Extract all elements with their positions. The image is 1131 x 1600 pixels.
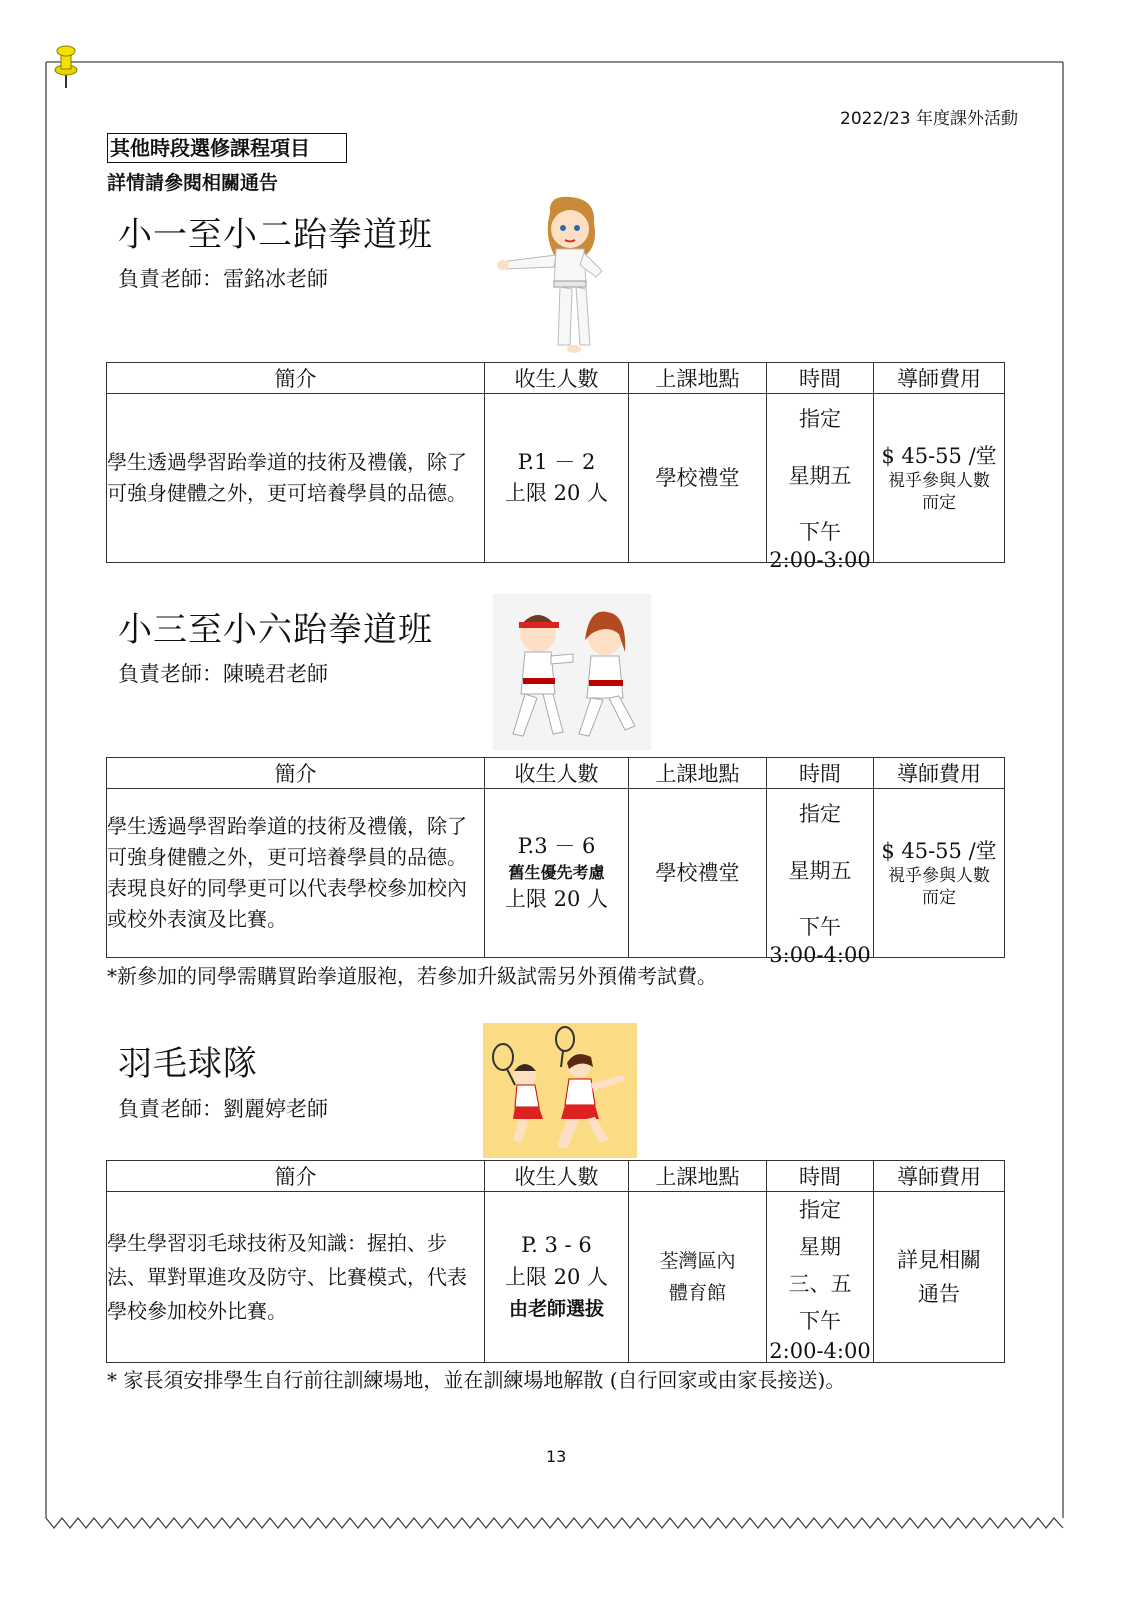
quota: 上限 20 人 [504,481,609,505]
section-title: 其他時段選修課程項目 [107,133,347,163]
grade: P.1 － 2 [517,450,596,474]
header-enrolment: 收生人數 [485,1161,629,1192]
header-fee: 導師費用 [874,1161,1005,1192]
section-subtitle: 詳情請參閱相關通告 [107,172,279,194]
course-note: * 家長須安排學生自行前往訓練場地，並在訓練場地解散 (自行回家或由家長接送)。 [107,1368,846,1392]
fee-line: 詳見相關 [897,1248,981,1272]
quota: 上限 20 人 [504,1265,609,1289]
time-line: 三、五 [788,1272,852,1296]
header-fee: 導師費用 [874,758,1005,789]
course-teacher: 負責老師：雷銘冰老師 [118,267,328,291]
header-intro: 簡介 [107,363,485,394]
course-table [106,362,1005,572]
course-note: *新參加的同學需購買跆拳道服袍，若參加升級試需另外預備考試費。 [107,964,717,988]
time-line: 指定 [799,1198,841,1222]
pushpin-icon [55,46,77,88]
fee-note: 而定 [922,492,956,513]
fee-note: 而定 [922,887,956,908]
intro-cell: 學生透過學習跆拳道的技術及禮儀，除了可強身健體之外，更可培養學員的品德。表現良好的同學更可以代表學校參加校內或校外表演及比賽。 [107,789,485,958]
header-enrolment: 收生人數 [485,363,629,394]
time-line: 星期 [799,1235,841,1259]
priority-note: 舊生優先考慮 [508,863,605,882]
course-table [106,757,1005,967]
course-title: 小三至小六跆拳道班 [118,610,433,650]
taekwondo-girl-illustration [490,195,620,357]
header-venue: 上課地點 [629,1161,767,1192]
time-line: 下午 [798,915,841,939]
fee-note: 視乎參與人數 [888,865,990,886]
quota: 上限 20 人 [504,887,609,911]
time-line: 指定 [799,407,841,431]
taekwondo-kids-illustration [493,594,651,750]
fee-note: 視乎參與人數 [888,470,990,491]
grade: P. 3 - 6 [521,1233,592,1257]
header-fee: 導師費用 [874,363,1005,394]
grade: P.3 － 6 [517,834,596,858]
selection-note: 由老師選拔 [508,1298,604,1320]
course-teacher: 負責老師：劉麗婷老師 [118,1097,328,1121]
year-label: 2022/23 年度課外活動 [840,109,1019,129]
time-line: 星期五 [788,463,852,488]
header-time: 時間 [767,363,874,394]
venue: 學校禮堂 [629,789,767,958]
venue-line: 體育館 [668,1282,726,1304]
venue-line: 荃灣區內 [659,1250,736,1272]
time-line: 下午 [799,1309,841,1333]
course-table [106,1160,1005,1363]
header-venue: 上課地點 [629,758,767,789]
page-number: 13 [546,1447,567,1466]
time-line: 2:00-4:00 [769,1339,871,1363]
fee: $ 45-55 /堂 [881,443,997,468]
time-line: 3:00-4:00 [769,943,871,967]
header-enrolment: 收生人數 [485,758,629,789]
time-line: 下午 [798,520,841,544]
intro-cell: 學生學習羽毛球技術及知識：握拍、步法、單對單進攻及防守、比賽模式，代表學校參加校外比賽。 [107,1192,485,1363]
header-time: 時間 [767,1161,874,1192]
badminton-illustration [483,1023,637,1158]
time-line: 星期五 [788,858,852,883]
header-venue: 上課地點 [629,363,767,394]
time-line: 指定 [799,802,841,826]
header-intro: 簡介 [107,1161,485,1192]
venue: 學校禮堂 [629,394,767,563]
header-time: 時間 [767,758,874,789]
fee-line: 通告 [918,1282,960,1306]
time-line: 2:00-3:00 [769,548,871,572]
course-title: 小一至小二跆拳道班 [118,215,433,255]
intro-cell: 學生透過學習跆拳道的技術及禮儀，除了可強身健體之外，更可培養學員的品德。 [107,394,485,563]
course-title: 羽毛球隊 [118,1044,258,1084]
header-intro: 簡介 [107,758,485,789]
course-teacher: 負責老師：陳曉君老師 [118,662,328,686]
fee: $ 45-55 /堂 [881,838,997,863]
